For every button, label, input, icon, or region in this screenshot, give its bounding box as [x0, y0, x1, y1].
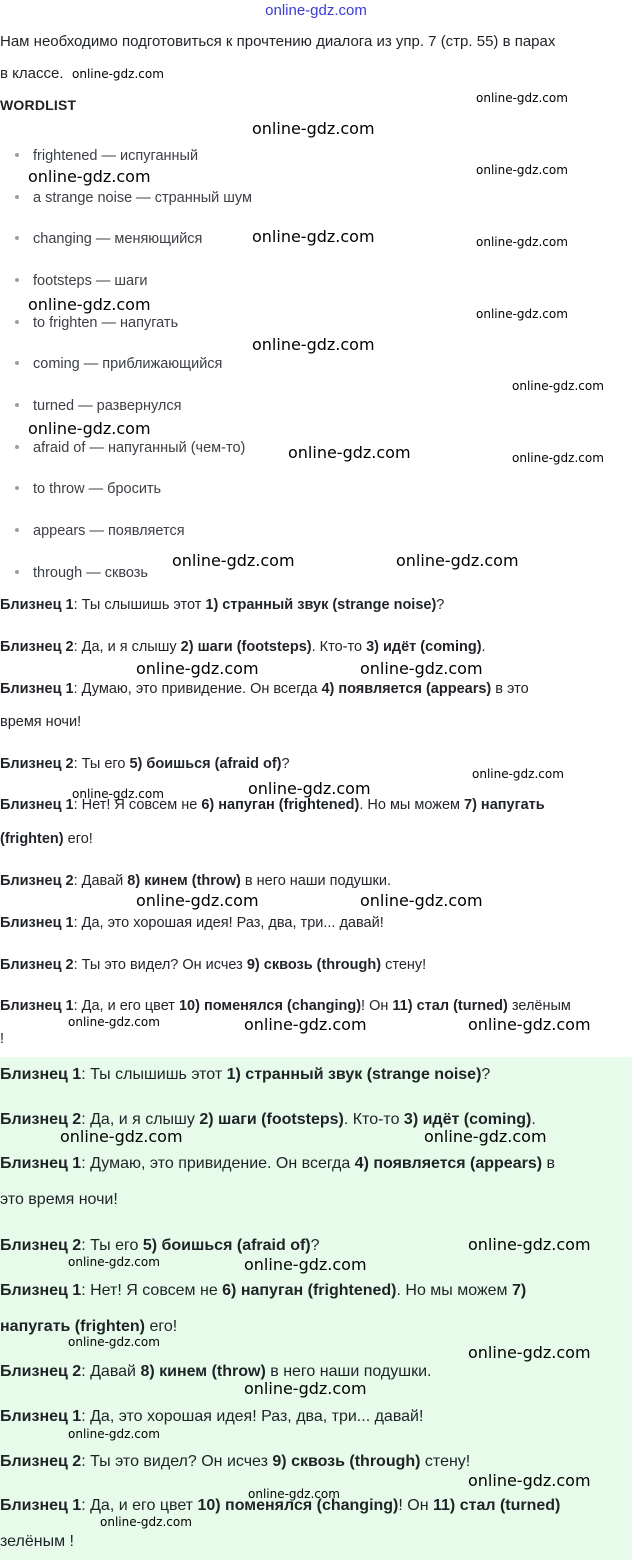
intro-line-1: Нам необходимо подготовиться к прочтению диалога из упр. 7 (стр. 55) в парах [0, 33, 556, 50]
answer-line: Близнец 1: Да, и его цвет 10) поменялся (changing)! Он 11) стал (turned) [0, 1497, 561, 1514]
dialogue-line: Близнец 1: Нет! Я совсем не 6) напуган (frightened). Но мы можем 7) напугать [0, 797, 545, 813]
watermark: online-gdz.com [68, 1015, 160, 1029]
bullet-icon [15, 403, 19, 407]
watermark: online-gdz.com [244, 1015, 367, 1034]
dialogue-line: Близнец 1: Да, это хорошая идея! Раз, два, три... давай! [0, 915, 384, 931]
bullet-icon [15, 195, 19, 199]
answer-line-continued: это время ночи! [0, 1191, 118, 1208]
dialogue-line: Близнец 2: Ты это видел? Он исчез 9) сквозь (through) стену! [0, 957, 427, 973]
watermark: online-gdz.com [476, 91, 568, 105]
answer-line: Близнец 1: Нет! Я совсем не 6) напуган (frightened). Но мы можем 7) [0, 1282, 527, 1299]
list-item-text: afraid of — напуганный (чем-то) [33, 440, 246, 456]
list-item-text: to throw — бросить [33, 481, 162, 497]
dialogue-line: Близнец 1: Ты слышишь этот 1) странный звук (strange noise)? [0, 597, 445, 613]
bullet-icon [15, 278, 19, 282]
dialogue-line: Близнец 2: Да, и я слышу 2) шаги (footsteps). Кто-то 3) идёт (coming). [0, 639, 486, 655]
watermark: online-gdz.com [468, 1471, 591, 1490]
bullet-icon [15, 236, 19, 240]
dialogue-line: Близнец 2: Давай 8) кинем (throw) в него наши подушки. [0, 873, 392, 889]
answer-line-continued: зелёным ! [0, 1533, 74, 1550]
watermark: online-gdz.com [72, 67, 164, 81]
list-item [15, 481, 161, 497]
dialogue-line-continued: ! [0, 1031, 5, 1047]
watermark: online-gdz.com [60, 1127, 183, 1146]
bullet-icon [15, 445, 19, 449]
list-item [15, 231, 202, 247]
list-item [15, 398, 181, 414]
watermark: online-gdz.com [172, 551, 295, 570]
watermark: online-gdz.com [476, 235, 568, 249]
watermark: online-gdz.com [248, 1487, 340, 1501]
answer-line: Близнец 2: Давай 8) кинем (throw) в него наши подушки. [0, 1363, 432, 1380]
bullet-icon [15, 320, 19, 324]
watermark: online-gdz.com [100, 1515, 192, 1529]
watermark: online-gdz.com [360, 659, 483, 678]
list-item-text: changing — меняющийся [33, 231, 203, 247]
list-item [15, 440, 245, 456]
list-item [15, 565, 148, 581]
list-item [15, 356, 222, 372]
list-item-text: appears — появляется [33, 523, 185, 539]
list-item [15, 273, 148, 289]
answer-line: Близнец 1: Да, это хорошая идея! Раз, два, три... давай! [0, 1408, 424, 1425]
list-item-text: coming — приближающийся [33, 356, 223, 372]
watermark: online-gdz.com [424, 1127, 547, 1146]
wordlist-title: WORDLIST [0, 97, 77, 113]
list-item [15, 523, 185, 539]
watermark: online-gdz.com [468, 1015, 591, 1034]
bullet-icon [15, 528, 19, 532]
answer-line-continued: напугать (frighten) его! [0, 1318, 178, 1335]
dialogue-line-continued: (frighten) его! [0, 831, 93, 847]
list-item [15, 148, 198, 164]
list-item-text: turned — развернулся [33, 398, 182, 414]
watermark: online-gdz.com [136, 659, 259, 678]
watermark: online-gdz.com [244, 1255, 367, 1274]
list-item-text: to frighten — напугать [33, 315, 179, 331]
dialogue-line: Близнец 2: Ты его 5) боишься (afraid of)? [0, 756, 290, 772]
watermark: online-gdz.com [72, 787, 164, 801]
list-item-text: frightened — испуганный [33, 148, 199, 164]
watermark: online-gdz.com [360, 891, 483, 910]
answer-line: Близнец 2: Ты его 5) боишься (afraid of)? [0, 1237, 320, 1254]
answer-line: Близнец 2: Да, и я слышу 2) шаги (footsteps). Кто-то 3) идёт (coming). [0, 1111, 536, 1128]
watermark: online-gdz.com [288, 443, 411, 462]
watermark: online-gdz.com [28, 295, 151, 314]
list-item [15, 315, 178, 331]
answer-line: Близнец 1: Ты слышишь этот 1) странный звук (strange noise)? [0, 1066, 491, 1083]
watermark: online-gdz.com [136, 891, 259, 910]
watermark: online-gdz.com [396, 551, 519, 570]
site-link[interactable]: online-gdz.com [265, 2, 367, 19]
watermark: online-gdz.com [28, 419, 151, 438]
watermark: online-gdz.com [28, 167, 151, 186]
watermark: online-gdz.com [512, 379, 604, 393]
list-item-text: through — сквозь [33, 565, 148, 581]
dialogue-line: Близнец 1: Думаю, это привидение. Он всегда 4) появляется (appears) в это [0, 681, 529, 697]
watermark: online-gdz.com [476, 163, 568, 177]
watermark: online-gdz.com [476, 307, 568, 321]
watermark: online-gdz.com [252, 335, 375, 354]
answer-line: Близнец 1: Думаю, это привидение. Он всегда 4) появляется (appears) в [0, 1155, 555, 1172]
dialogue-line-continued: время ночи! [0, 714, 82, 730]
watermark: online-gdz.com [252, 119, 375, 138]
watermark: online-gdz.com [252, 227, 375, 246]
watermark: online-gdz.com [248, 779, 371, 798]
watermark: online-gdz.com [68, 1335, 160, 1349]
answer-line: Близнец 2: Ты это видел? Он исчез 9) сквозь (through) стену! [0, 1453, 471, 1470]
watermark: online-gdz.com [468, 1235, 591, 1254]
bullet-icon [15, 361, 19, 365]
list-item-text: footsteps — шаги [33, 273, 148, 289]
list-item [15, 190, 252, 206]
watermark: online-gdz.com [468, 1343, 591, 1362]
dialogue-line: Близнец 1: Да, и его цвет 10) поменялся (changing)! Он 11) стал (turned) зелёным [0, 998, 571, 1014]
watermark: online-gdz.com [68, 1427, 160, 1441]
watermark: online-gdz.com [512, 451, 604, 465]
watermark: online-gdz.com [68, 1255, 160, 1269]
bullet-icon [15, 570, 19, 574]
intro-line-2: в классе. [0, 65, 64, 82]
list-item-text: a strange noise — странный шум [33, 190, 252, 206]
bullet-icon [15, 486, 19, 490]
watermark: online-gdz.com [472, 767, 564, 781]
watermark: online-gdz.com [244, 1379, 367, 1398]
bullet-icon [15, 153, 19, 157]
